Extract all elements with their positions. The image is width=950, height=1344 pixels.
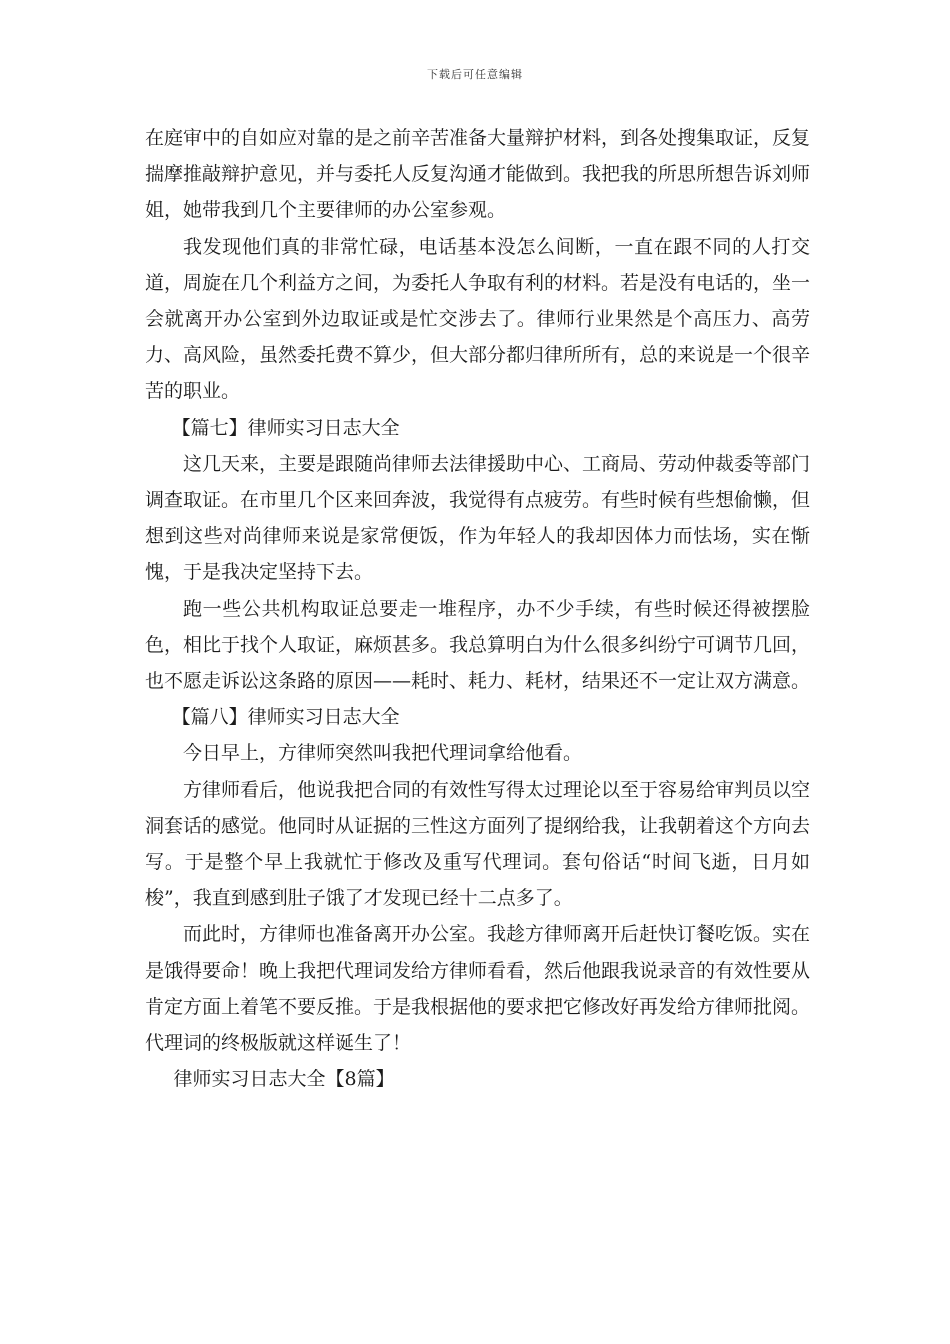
header-note: 下载后可任意编辑: [427, 68, 523, 81]
paragraph-observation: 我发现他们真的非常忙碌，电话基本没怎么间断，一直在跟不同的人打交道，周旋在几个利益方之间，为委托人争取有利的材料。若是没有电话的，坐一会就离开办公室到外边取证或是忙交涉去了。律师行业果然是个高压力、高劳力、高风险，虽然委托费不算少，但大部分都归律所所有，总的来说是一个很辛苦的职业。: [145, 235, 811, 403]
paragraph-8-1: 今日早上，方律师突然叫我把代理词拿给他看。: [183, 742, 583, 765]
document-body: [145, 120, 810, 1097]
paragraph-continued: 在庭审中的自如应对靠的是之前辛苦准备大量辩护材料，到各处搜集取证，反复揣摩推敲辩护意见，并与委托人反复沟通才能做到。我把我的所思所想告诉刘师姐，她带我到几个主要律师的办公室参观。: [145, 127, 811, 222]
paragraph-8-3: 而此时，方律师也准备离开办公室。我趁方律师离开后赶快订餐吃饭。实在是饿得要命！晚上我把代理词发给方律师看看，然后他跟我说录音的有效性要从肯定方面上着笔不要反推。于是我根据他的要求把它修改好再发给方律师批阅。代理词的终极版就这样诞生了！: [145, 923, 811, 1055]
paragraph-8-2: 方律师看后，他说我把合同的有效性写得太过理论以至于容易给审判员以空洞套话的感觉。他同时从证据的三性这方面列了提纲给我，让我朝着这个方向去写。于是整个早上我就忙于修改及重写代理词。套句俗话“时间飞逝，日月如梭”，我直到感到肚子饿了才发现已经十二点多了。: [145, 778, 811, 910]
paragraph-7-2: 跑一些公共机构取证总要走一堆程序，办不少手续，有些时候还得被摆脸色，相比于找个人取证，麻烦甚多。我总算明白为什么很多纠纷宁可调节几回，也不愿走诉讼这条路的原因——耗时、耗力、耗材，结果还不一定让双方满意。: [145, 597, 811, 693]
closing-title: 律师实习日志大全【8篇】: [173, 1068, 395, 1091]
section-heading-8: 【篇八】律师实习日志大全: [171, 706, 400, 729]
paragraph-7-1: 这几天来，主要是跟随尚律师去法律援助中心、工商局、劳动仲裁委等部门调查取证。在市里几个区来回奔波，我觉得有点疲劳。有些时候有些想偷懒，但想到这些对尚律师来说是家常便饭，作为年轻人的我却因体力而怯场，实在惭愧，于是我决定坚持下去。: [145, 452, 811, 584]
section-heading-7: 【篇七】律师实习日志大全: [171, 416, 400, 439]
